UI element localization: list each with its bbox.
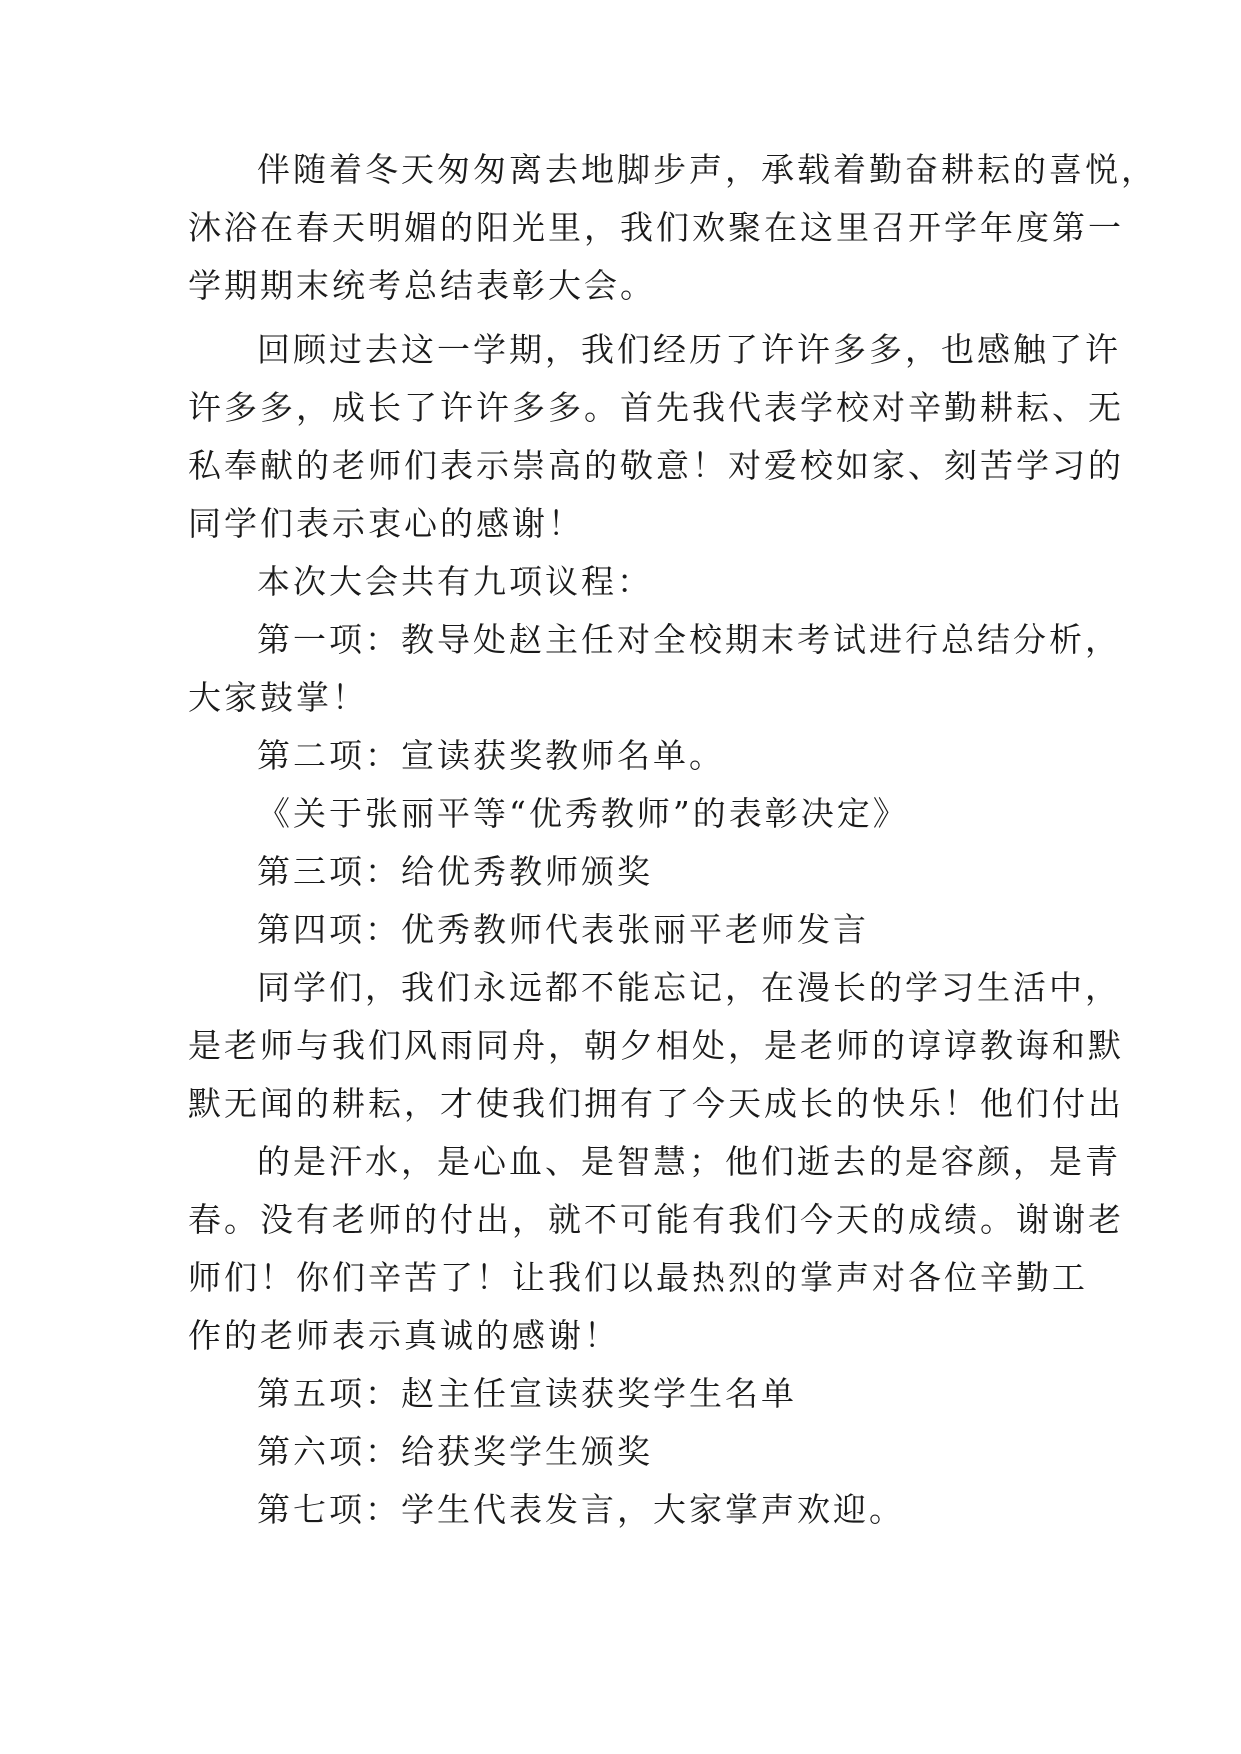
document-reference: 《关于张丽平等“优秀教师”的表彰决定》 [257,794,909,833]
paragraph-line: 私奉献的老师们表示崇高的敬意！对爱校如家、刻苦学习的 [188,446,1124,485]
agenda-item: 第六项：给获奖学生颁奖 [257,1432,653,1471]
paragraph-line: 大家鼓掌！ [188,678,368,717]
paragraph-line: 的是汗水，是心血、是智慧；他们逝去的是容颜，是青 [257,1142,1121,1181]
paragraph-line: 沐浴在春天明媚的阳光里，我们欢聚在这里召开学年度第一 [188,208,1124,247]
paragraph-line: 默无闻的耕耘，才使我们拥有了今天成长的快乐！他们付出 [188,1084,1124,1123]
paragraph-line: 许多多，成长了许许多多。首先我代表学校对辛勤耕耘、无 [188,388,1124,427]
paragraph-line: 学期期末统考总结表彰大会。 [188,266,656,305]
agenda-item: 第一项：教导处赵主任对全校期末考试进行总结分析， [257,620,1121,659]
paragraph-line: 同学们，我们永远都不能忘记，在漫长的学习生活中， [257,968,1121,1007]
paragraph-line: 伴随着冬天匆匆离去地脚步声，承载着勤奋耕耘的喜悦， [257,150,1157,189]
agenda-item: 第五项：赵主任宣读获奖学生名单 [257,1374,797,1413]
paragraph-line: 师们！你们辛苦了！让我们以最热烈的掌声对各位辛勤工 [188,1258,1088,1297]
paragraph-line: 本次大会共有九项议程： [257,562,653,601]
agenda-item: 第二项：宣读获奖教师名单。 [257,736,725,775]
paragraph-line: 同学们表示衷心的感谢！ [188,504,584,543]
agenda-item: 第七项：学生代表发言，大家掌声欢迎。 [257,1490,905,1529]
paragraph-line: 春。没有老师的付出，就不可能有我们今天的成绩。谢谢老 [188,1200,1124,1239]
paragraph-line: 回顾过去这一学期，我们经历了许许多多，也感触了许 [257,330,1121,369]
agenda-item: 第四项：优秀教师代表张丽平老师发言 [257,910,869,949]
paragraph-line: 是老师与我们风雨同舟，朝夕相处，是老师的谆谆教诲和默 [188,1026,1124,1065]
agenda-item: 第三项：给优秀教师颁奖 [257,852,653,891]
paragraph-line: 作的老师表示真诚的感谢！ [188,1316,620,1355]
